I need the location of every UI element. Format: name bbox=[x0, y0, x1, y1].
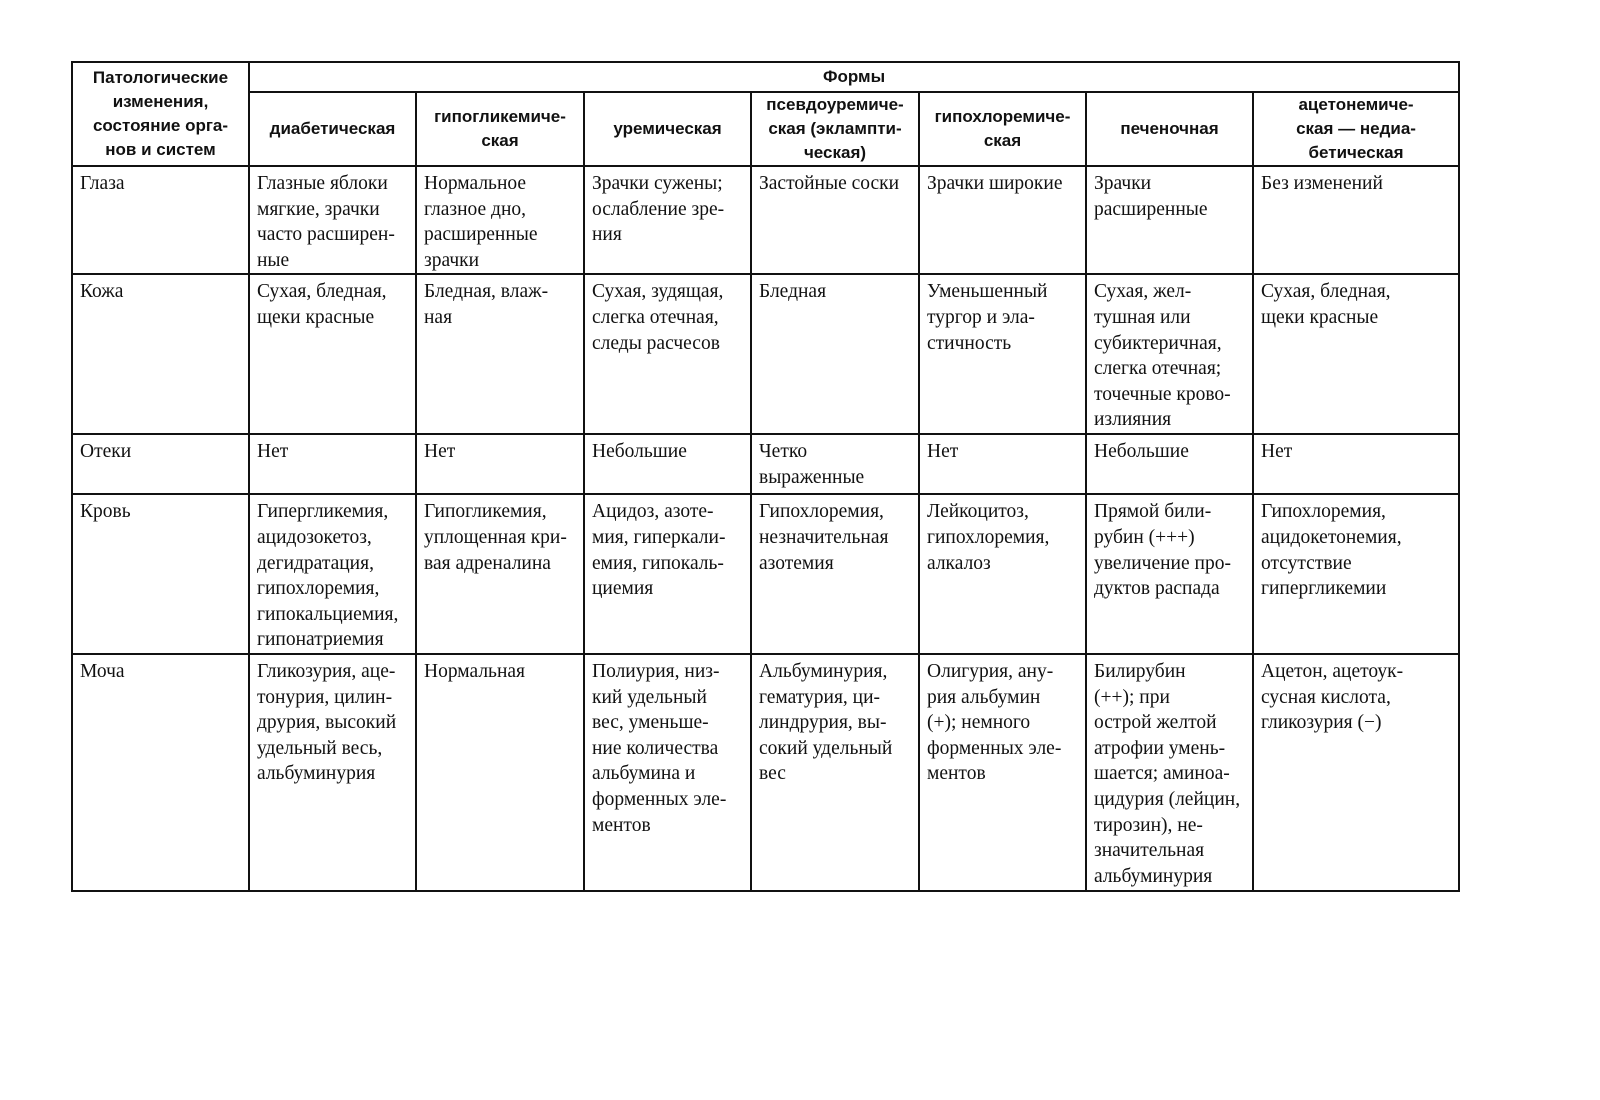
column-header: диабетическая bbox=[249, 92, 416, 166]
table-cell: Нет bbox=[1253, 434, 1459, 494]
forms-group-header: Формы bbox=[249, 62, 1459, 92]
table-cell: Гипохлоремия, ацидокетонемия, отсутствие гипергликемии bbox=[1253, 494, 1459, 654]
table-cell: Нет bbox=[416, 434, 584, 494]
column-header: уремическая bbox=[584, 92, 751, 166]
table-cell: Полиурия, низ- кий удельный вес, уменьше- ние количества альбумина и форменных эле- ментов bbox=[584, 654, 751, 891]
table-cell: Зрачки сужены; ослабление зре- ния bbox=[584, 166, 751, 274]
table-cell: Глазные яблоки мягкие, зрачки часто расширен- ные bbox=[249, 166, 416, 274]
table-row bbox=[72, 166, 1459, 274]
table-cell: Нет bbox=[249, 434, 416, 494]
table-cell: Бледная bbox=[751, 274, 919, 434]
table-cell: Застойные соски bbox=[751, 166, 919, 274]
table-cell: Небольшие bbox=[1086, 434, 1253, 494]
table-row bbox=[72, 494, 1459, 654]
column-header: псевдоуремиче- ская (эклампти- ческая) bbox=[751, 92, 919, 166]
table-cell: Сухая, зудящая, слегка отечная, следы расчесов bbox=[584, 274, 751, 434]
row-label: Глаза bbox=[72, 166, 249, 274]
table-cell: Без изменений bbox=[1253, 166, 1459, 274]
table-cell: Сухая, бледная, щеки красные bbox=[1253, 274, 1459, 434]
table-cell: Зрачки расширенные bbox=[1086, 166, 1253, 274]
row-label: Моча bbox=[72, 654, 249, 891]
table-cell: Лейкоцитоз, гипохлоремия, алкалоз bbox=[919, 494, 1086, 654]
table-cell: Нормальное глазное дно, расширенные зрачки bbox=[416, 166, 584, 274]
table-cell: Уменьшенный тургор и эла- стичность bbox=[919, 274, 1086, 434]
table-cell: Билирубин (++); при острой желтой атрофии умень- шается; аминоа- цидурия (лейцин, тирозин), не- значительная альбуминурия bbox=[1086, 654, 1253, 891]
row-label: Кровь bbox=[72, 494, 249, 654]
column-header: гипохлоремиче- ская bbox=[919, 92, 1086, 166]
column-header: ацетонемиче- ская — недиа- бетическая bbox=[1253, 92, 1459, 166]
table-cell: Прямой били- рубин (+++) увеличение про- дуктов распада bbox=[1086, 494, 1253, 654]
table-cell: Бледная, влаж- ная bbox=[416, 274, 584, 434]
column-header: печеночная bbox=[1086, 92, 1253, 166]
table-cell: Гипогликемия, уплощенная кри- вая адреналина bbox=[416, 494, 584, 654]
table-cell: Четко выраженные bbox=[751, 434, 919, 494]
comparison-table bbox=[71, 61, 1460, 892]
table-cell: Сухая, бледная, щеки красные bbox=[249, 274, 416, 434]
table-cell: Небольшие bbox=[584, 434, 751, 494]
table-cell: Ацидоз, азоте- мия, гиперкали- емия, гипокаль- циемия bbox=[584, 494, 751, 654]
table-cell: Ацетон, ацетоук- сусная кислота, гликозурия (−) bbox=[1253, 654, 1459, 891]
table-cell: Олигурия, ану- рия альбумин (+); немного форменных эле- ментов bbox=[919, 654, 1086, 891]
table-cell: Сухая, жел- тушная или субиктеричная, слегка отечная; точечные крово- излияния bbox=[1086, 274, 1253, 434]
corner-header: Патологические изменения, состояние орга- нов и систем bbox=[72, 62, 249, 166]
table-cell: Нормальная bbox=[416, 654, 584, 891]
table-cell: Гипергликемия, ацидозокетоз, дегидратация, гипохлоремия, гипокальциемия, гипонатриемия bbox=[249, 494, 416, 654]
column-header: гипогликемиче- ская bbox=[416, 92, 584, 166]
table-row bbox=[72, 434, 1459, 494]
table-row bbox=[72, 274, 1459, 434]
table-cell: Гликозурия, аце- тонурия, цилин- друрия, высокий удельный весь, альбуминурия bbox=[249, 654, 416, 891]
table-row bbox=[72, 654, 1459, 891]
row-label: Отеки bbox=[72, 434, 249, 494]
table-cell: Гипохлоремия, незначительная азотемия bbox=[751, 494, 919, 654]
row-label: Кожа bbox=[72, 274, 249, 434]
table-cell: Альбуминурия, гематурия, ци- линдрурия, вы- сокий удельный вес bbox=[751, 654, 919, 891]
table-cell: Зрачки широкие bbox=[919, 166, 1086, 274]
table-cell: Нет bbox=[919, 434, 1086, 494]
